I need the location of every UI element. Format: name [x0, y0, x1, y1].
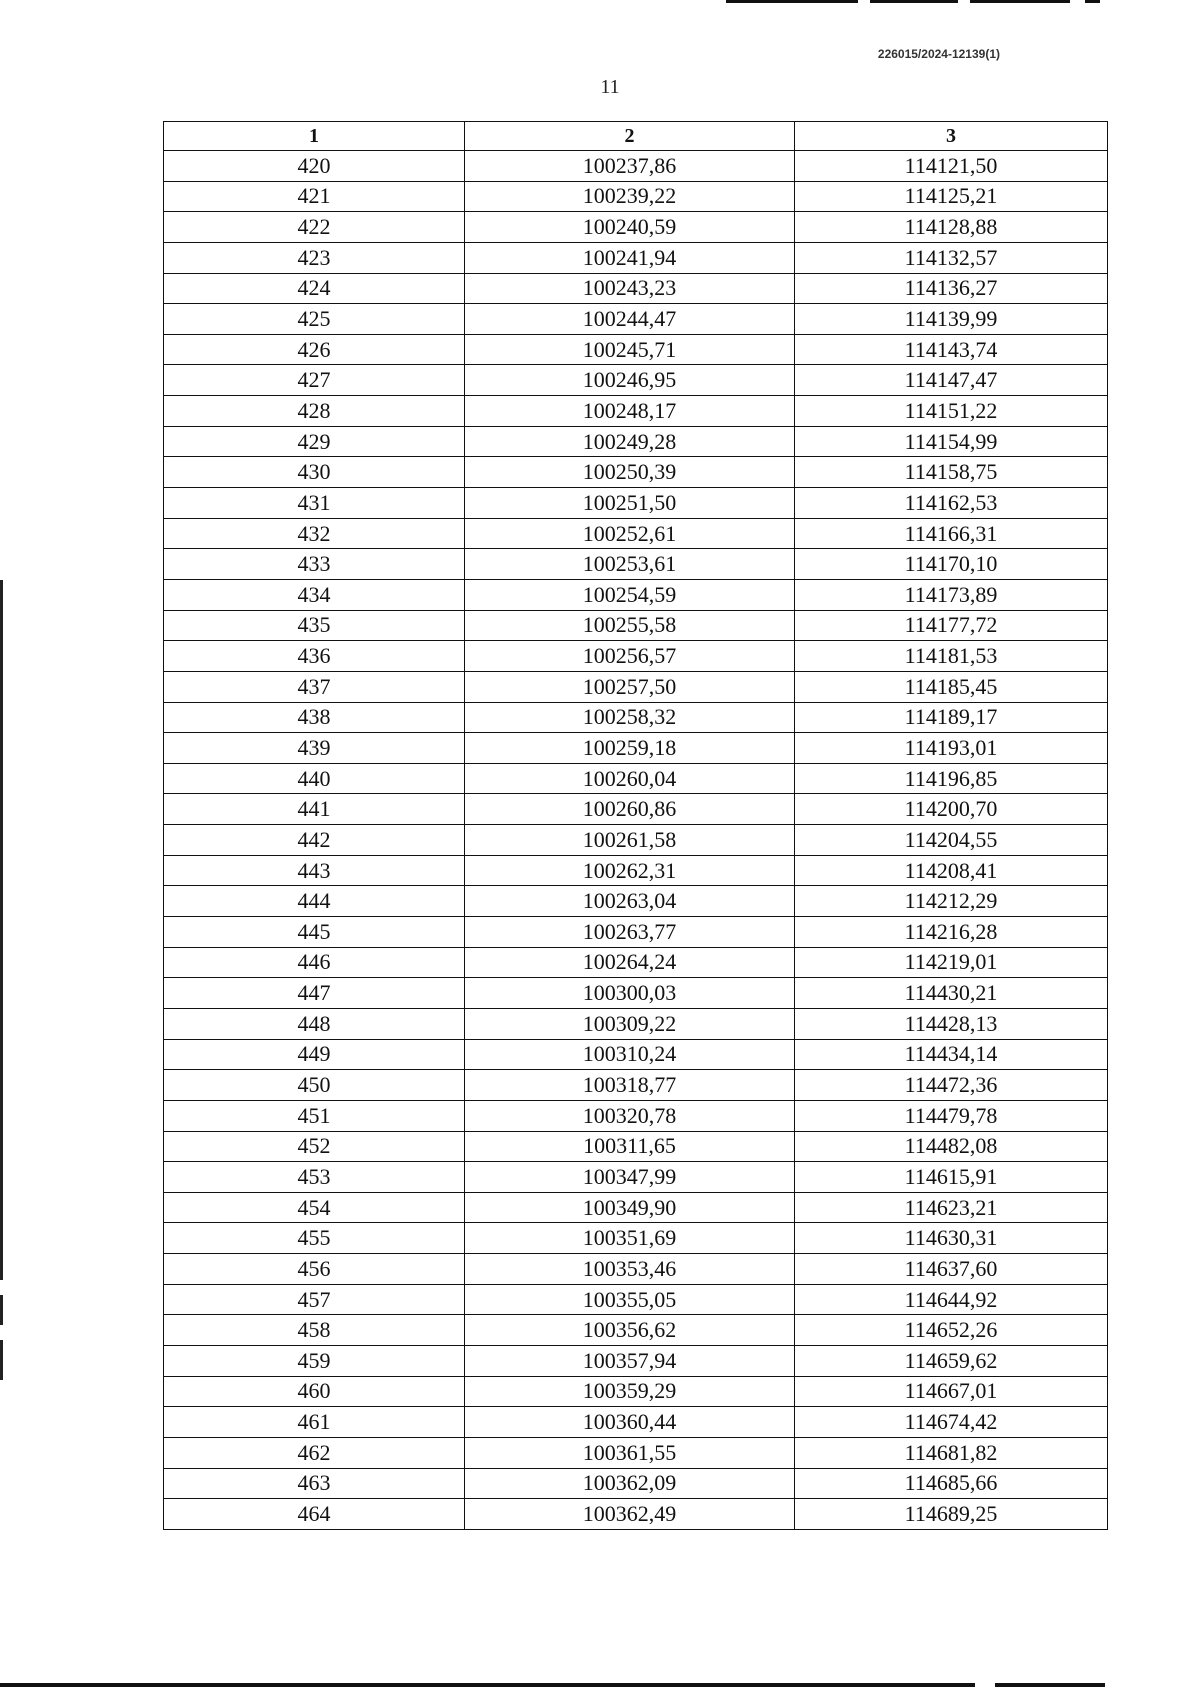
cell-x-coordinate: 100245,71 — [465, 334, 795, 365]
table-row — [164, 1039, 1108, 1070]
table-row — [164, 947, 1108, 978]
cell-point-number: 456 — [164, 1254, 465, 1285]
table-row — [164, 1468, 1108, 1499]
cell-x-coordinate: 100243,23 — [465, 273, 795, 304]
cell-x-coordinate: 100250,39 — [465, 457, 795, 488]
cell-x-coordinate: 100362,09 — [465, 1468, 795, 1499]
table-row — [164, 825, 1108, 856]
table-row — [164, 1437, 1108, 1468]
table-row — [164, 151, 1108, 182]
cell-point-number: 437 — [164, 671, 465, 702]
cell-x-coordinate: 100239,22 — [465, 181, 795, 212]
cell-point-number: 421 — [164, 181, 465, 212]
cell-y-coordinate: 114644,92 — [795, 1284, 1108, 1315]
cell-y-coordinate: 114181,53 — [795, 641, 1108, 672]
cell-point-number: 463 — [164, 1468, 465, 1499]
cell-point-number: 455 — [164, 1223, 465, 1254]
table-row — [164, 549, 1108, 580]
cell-point-number: 453 — [164, 1162, 465, 1193]
scan-edge-mark — [0, 1340, 3, 1380]
scan-edge-line — [726, 0, 858, 3]
cell-x-coordinate: 100347,99 — [465, 1162, 795, 1193]
cell-x-coordinate: 100353,46 — [465, 1254, 795, 1285]
table-row — [164, 304, 1108, 335]
cell-point-number: 423 — [164, 242, 465, 273]
cell-point-number: 464 — [164, 1499, 465, 1530]
table-row — [164, 273, 1108, 304]
cell-x-coordinate: 100252,61 — [465, 518, 795, 549]
cell-x-coordinate: 100246,95 — [465, 365, 795, 396]
cell-x-coordinate: 100355,05 — [465, 1284, 795, 1315]
cell-point-number: 432 — [164, 518, 465, 549]
cell-y-coordinate: 114472,36 — [795, 1070, 1108, 1101]
table-header-row — [164, 122, 1108, 151]
table-body — [164, 151, 1108, 1530]
table-row — [164, 488, 1108, 519]
table-row — [164, 917, 1108, 948]
cell-x-coordinate: 100360,44 — [465, 1407, 795, 1438]
cell-point-number: 452 — [164, 1131, 465, 1162]
cell-point-number: 433 — [164, 549, 465, 580]
column-header-y: 3 — [795, 122, 1108, 151]
table-row — [164, 1284, 1108, 1315]
table-row — [164, 396, 1108, 427]
scan-edge-mark — [0, 580, 3, 1280]
cell-x-coordinate: 100310,24 — [465, 1039, 795, 1070]
cell-point-number: 444 — [164, 886, 465, 917]
scan-edge-line — [1085, 0, 1100, 3]
cell-y-coordinate: 114132,57 — [795, 242, 1108, 273]
table-row — [164, 702, 1108, 733]
table-row — [164, 579, 1108, 610]
cell-y-coordinate: 114125,21 — [795, 181, 1108, 212]
cell-y-coordinate: 114689,25 — [795, 1499, 1108, 1530]
cell-y-coordinate: 114151,22 — [795, 396, 1108, 427]
cell-y-coordinate: 114637,60 — [795, 1254, 1108, 1285]
cell-point-number: 446 — [164, 947, 465, 978]
cell-point-number: 434 — [164, 579, 465, 610]
cell-point-number: 435 — [164, 610, 465, 641]
cell-y-coordinate: 114216,28 — [795, 917, 1108, 948]
cell-x-coordinate: 100258,32 — [465, 702, 795, 733]
table-row — [164, 334, 1108, 365]
cell-x-coordinate: 100359,29 — [465, 1376, 795, 1407]
cell-x-coordinate: 100260,86 — [465, 794, 795, 825]
cell-point-number: 428 — [164, 396, 465, 427]
cell-y-coordinate: 114136,27 — [795, 273, 1108, 304]
table-row — [164, 641, 1108, 672]
cell-point-number: 424 — [164, 273, 465, 304]
table-row — [164, 1192, 1108, 1223]
cell-point-number: 439 — [164, 733, 465, 764]
table-row — [164, 518, 1108, 549]
cell-y-coordinate: 114158,75 — [795, 457, 1108, 488]
cell-point-number: 442 — [164, 825, 465, 856]
cell-y-coordinate: 114667,01 — [795, 1376, 1108, 1407]
column-header-point: 1 — [164, 122, 465, 151]
cell-y-coordinate: 114615,91 — [795, 1162, 1108, 1193]
cell-y-coordinate: 114139,99 — [795, 304, 1108, 335]
cell-y-coordinate: 114681,82 — [795, 1437, 1108, 1468]
table-row — [164, 365, 1108, 396]
cell-point-number: 420 — [164, 151, 465, 182]
cell-point-number: 429 — [164, 426, 465, 457]
table-row — [164, 426, 1108, 457]
cell-point-number: 441 — [164, 794, 465, 825]
scan-edge-line — [870, 0, 958, 3]
cell-y-coordinate: 114173,89 — [795, 579, 1108, 610]
cell-y-coordinate: 114200,70 — [795, 794, 1108, 825]
cell-point-number: 425 — [164, 304, 465, 335]
cell-y-coordinate: 114204,55 — [795, 825, 1108, 856]
cell-x-coordinate: 100263,77 — [465, 917, 795, 948]
cell-x-coordinate: 100362,49 — [465, 1499, 795, 1530]
table-row — [164, 886, 1108, 917]
cell-y-coordinate: 114143,74 — [795, 334, 1108, 365]
cell-y-coordinate: 114434,14 — [795, 1039, 1108, 1070]
table-row — [164, 1131, 1108, 1162]
scan-edge-line — [995, 1683, 1105, 1687]
table-row — [164, 610, 1108, 641]
table-row — [164, 181, 1108, 212]
cell-point-number: 457 — [164, 1284, 465, 1315]
cell-y-coordinate: 114154,99 — [795, 426, 1108, 457]
cell-point-number: 445 — [164, 917, 465, 948]
table-row — [164, 1254, 1108, 1285]
cell-y-coordinate: 114196,85 — [795, 763, 1108, 794]
page-number: 11 — [600, 76, 620, 98]
cell-x-coordinate: 100259,18 — [465, 733, 795, 764]
cell-point-number: 436 — [164, 641, 465, 672]
cell-point-number: 443 — [164, 855, 465, 886]
column-header-x: 2 — [465, 122, 795, 151]
cell-x-coordinate: 100254,59 — [465, 579, 795, 610]
cell-x-coordinate: 100264,24 — [465, 947, 795, 978]
cell-point-number: 440 — [164, 763, 465, 794]
table-row — [164, 1407, 1108, 1438]
cell-y-coordinate: 114128,88 — [795, 212, 1108, 243]
cell-x-coordinate: 100351,69 — [465, 1223, 795, 1254]
cell-point-number: 459 — [164, 1345, 465, 1376]
cell-y-coordinate: 114208,41 — [795, 855, 1108, 886]
cell-point-number: 422 — [164, 212, 465, 243]
coordinates-table — [163, 121, 1108, 1530]
cell-x-coordinate: 100257,50 — [465, 671, 795, 702]
cell-y-coordinate: 114685,66 — [795, 1468, 1108, 1499]
cell-x-coordinate: 100309,22 — [465, 1008, 795, 1039]
cell-y-coordinate: 114121,50 — [795, 151, 1108, 182]
table-row — [164, 1162, 1108, 1193]
cell-x-coordinate: 100311,65 — [465, 1131, 795, 1162]
cell-y-coordinate: 114185,45 — [795, 671, 1108, 702]
cell-point-number: 462 — [164, 1437, 465, 1468]
cell-point-number: 438 — [164, 702, 465, 733]
cell-y-coordinate: 114430,21 — [795, 978, 1108, 1009]
cell-y-coordinate: 114177,72 — [795, 610, 1108, 641]
cell-x-coordinate: 100249,28 — [465, 426, 795, 457]
cell-y-coordinate: 114659,62 — [795, 1345, 1108, 1376]
cell-x-coordinate: 100255,58 — [465, 610, 795, 641]
cell-point-number: 449 — [164, 1039, 465, 1070]
cell-y-coordinate: 114219,01 — [795, 947, 1108, 978]
cell-point-number: 427 — [164, 365, 465, 396]
cell-point-number: 458 — [164, 1315, 465, 1346]
table-row — [164, 733, 1108, 764]
document-id: 226015/2024-12139(1) — [877, 47, 1000, 61]
cell-point-number: 430 — [164, 457, 465, 488]
table-row — [164, 242, 1108, 273]
cell-y-coordinate: 114193,01 — [795, 733, 1108, 764]
cell-x-coordinate: 100361,55 — [465, 1437, 795, 1468]
cell-y-coordinate: 114212,29 — [795, 886, 1108, 917]
cell-y-coordinate: 114428,13 — [795, 1008, 1108, 1039]
cell-y-coordinate: 114652,26 — [795, 1315, 1108, 1346]
table-row — [164, 457, 1108, 488]
table-row — [164, 1499, 1108, 1530]
table-row — [164, 1223, 1108, 1254]
cell-y-coordinate: 114189,17 — [795, 702, 1108, 733]
table-row — [164, 1315, 1108, 1346]
cell-x-coordinate: 100253,61 — [465, 549, 795, 580]
cell-x-coordinate: 100241,94 — [465, 242, 795, 273]
cell-y-coordinate: 114623,21 — [795, 1192, 1108, 1223]
table-row — [164, 763, 1108, 794]
scan-edge-line — [970, 0, 1070, 3]
table-row — [164, 1070, 1108, 1101]
cell-x-coordinate: 100262,31 — [465, 855, 795, 886]
cell-y-coordinate: 114147,47 — [795, 365, 1108, 396]
cell-point-number: 461 — [164, 1407, 465, 1438]
cell-x-coordinate: 100237,86 — [465, 151, 795, 182]
cell-x-coordinate: 100256,57 — [465, 641, 795, 672]
table-row — [164, 1376, 1108, 1407]
cell-point-number: 454 — [164, 1192, 465, 1223]
cell-x-coordinate: 100240,59 — [465, 212, 795, 243]
cell-x-coordinate: 100263,04 — [465, 886, 795, 917]
table-row — [164, 855, 1108, 886]
cell-x-coordinate: 100260,04 — [465, 763, 795, 794]
cell-y-coordinate: 114674,42 — [795, 1407, 1108, 1438]
cell-point-number: 460 — [164, 1376, 465, 1407]
table-row — [164, 1008, 1108, 1039]
cell-x-coordinate: 100318,77 — [465, 1070, 795, 1101]
cell-y-coordinate: 114479,78 — [795, 1100, 1108, 1131]
cell-x-coordinate: 100251,50 — [465, 488, 795, 519]
table-row — [164, 794, 1108, 825]
table-row — [164, 1100, 1108, 1131]
cell-point-number: 450 — [164, 1070, 465, 1101]
cell-y-coordinate: 114162,53 — [795, 488, 1108, 519]
cell-x-coordinate: 100261,58 — [465, 825, 795, 856]
cell-x-coordinate: 100244,47 — [465, 304, 795, 335]
table-row — [164, 671, 1108, 702]
scan-edge-mark — [0, 1295, 3, 1325]
cell-y-coordinate: 114630,31 — [795, 1223, 1108, 1254]
table-row — [164, 1345, 1108, 1376]
cell-x-coordinate: 100357,94 — [465, 1345, 795, 1376]
cell-y-coordinate: 114482,08 — [795, 1131, 1108, 1162]
cell-x-coordinate: 100300,03 — [465, 978, 795, 1009]
cell-point-number: 451 — [164, 1100, 465, 1131]
cell-x-coordinate: 100248,17 — [465, 396, 795, 427]
cell-y-coordinate: 114166,31 — [795, 518, 1108, 549]
cell-point-number: 426 — [164, 334, 465, 365]
scan-edge-line — [0, 1683, 975, 1687]
cell-point-number: 448 — [164, 1008, 465, 1039]
cell-x-coordinate: 100349,90 — [465, 1192, 795, 1223]
cell-point-number: 431 — [164, 488, 465, 519]
cell-point-number: 447 — [164, 978, 465, 1009]
cell-y-coordinate: 114170,10 — [795, 549, 1108, 580]
table-row — [164, 978, 1108, 1009]
table-row — [164, 212, 1108, 243]
cell-x-coordinate: 100320,78 — [465, 1100, 795, 1131]
cell-x-coordinate: 100356,62 — [465, 1315, 795, 1346]
